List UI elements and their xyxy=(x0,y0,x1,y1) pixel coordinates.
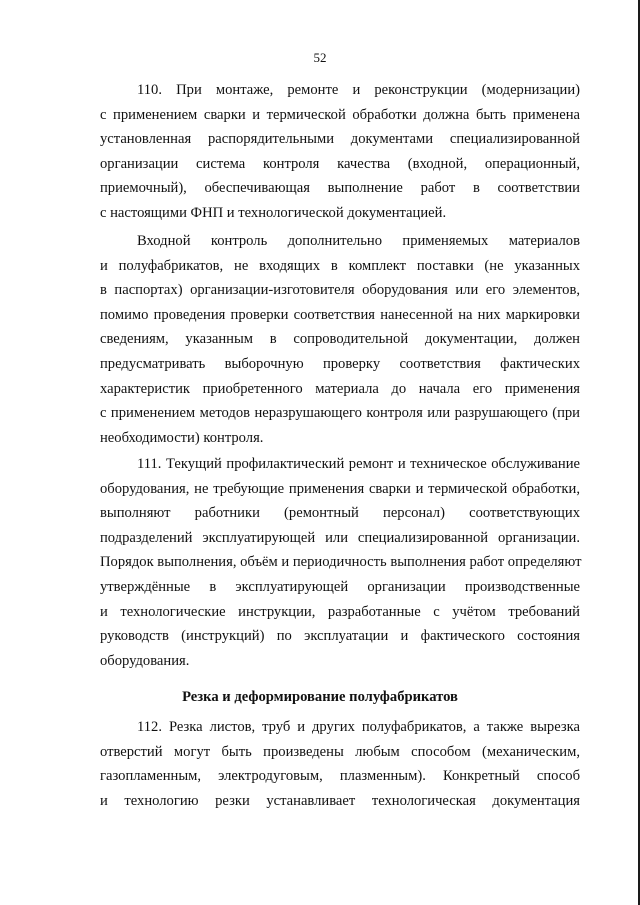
text-line: Порядок выполнения, объём и периодичность выполнения работ определяют xyxy=(100,554,582,571)
text-line: оборудования, не требующие применения сварки и термической обработки, xyxy=(100,480,580,497)
section-heading: Резка и деформирование полуфабрикатов xyxy=(182,689,458,705)
text-line: организации система контроля качества (входной, операционный, xyxy=(100,155,580,172)
text-line: отверстий могут быть произведены любым способом (механическим, xyxy=(100,743,580,760)
text-line: и полуфабрикатов, не входящих в комплект поставки (не указанных xyxy=(100,257,580,274)
text-line: установленная распорядительными документами специализированной xyxy=(100,131,580,148)
text-line: 110. При монтаже, ремонте и реконструкции (модернизации) xyxy=(137,82,580,98)
text-line: с применением сварки и термической обработки должна быть применена xyxy=(100,106,580,123)
text-line: руководств (инструкций) по эксплуатации и фактического состояния xyxy=(100,628,580,645)
text-line: оборудования. xyxy=(100,652,190,669)
text-line: необходимости) контроля. xyxy=(100,429,264,446)
text-line: подразделений эксплуатирующей или специализированной организации. xyxy=(100,529,580,546)
paragraph-112 xyxy=(100,715,580,813)
page-number: 52 xyxy=(313,50,327,65)
text-line: помимо проведения проверки соответствия нанесенной на них маркировки xyxy=(100,306,580,323)
text-line: и технологию резки устанавливает технологическая документация xyxy=(100,792,580,809)
text-line: в паспортах) организации-изготовителя оборудования или его элементов, xyxy=(100,282,580,299)
text-line: с настоящими ФНП и технологической документацией. xyxy=(100,204,447,221)
text-line: предусматривать выборочную проверку соответствия фактических xyxy=(100,355,580,372)
text-line: 111. Текущий профилактический ремонт и техническое обслуживание xyxy=(137,456,580,472)
text-line: с применением методов неразрушающего контроля или разрушающего (при xyxy=(100,405,580,422)
text-line: и технологические инструкции, разработанные с учётом требований xyxy=(100,603,580,620)
text-line: выполняют работники (ремонтный персонал) соответствующих xyxy=(100,505,580,522)
paragraph-input-control xyxy=(100,229,580,450)
text-line: газопламенным, электродуговым, плазменным). Конкретный способ xyxy=(100,768,580,785)
text-line: утверждённые в эксплуатирующей организации производственные xyxy=(100,578,580,595)
text-line: сведениям, указанным в сопроводительной документации, должен xyxy=(100,331,580,348)
text-line: 112. Резка листов, труб и других полуфабрикатов, а также вырезка xyxy=(137,719,580,735)
text-line: Входной контроль дополнительно применяемых материалов xyxy=(137,233,580,249)
text-line: приемочный), обеспечивающая выполнение работ в соответствии xyxy=(100,180,580,197)
paragraph-111 xyxy=(100,452,580,673)
paragraph-110 xyxy=(100,78,580,226)
text-line: характеристик приобретенного материала до начала его применения xyxy=(100,380,580,397)
